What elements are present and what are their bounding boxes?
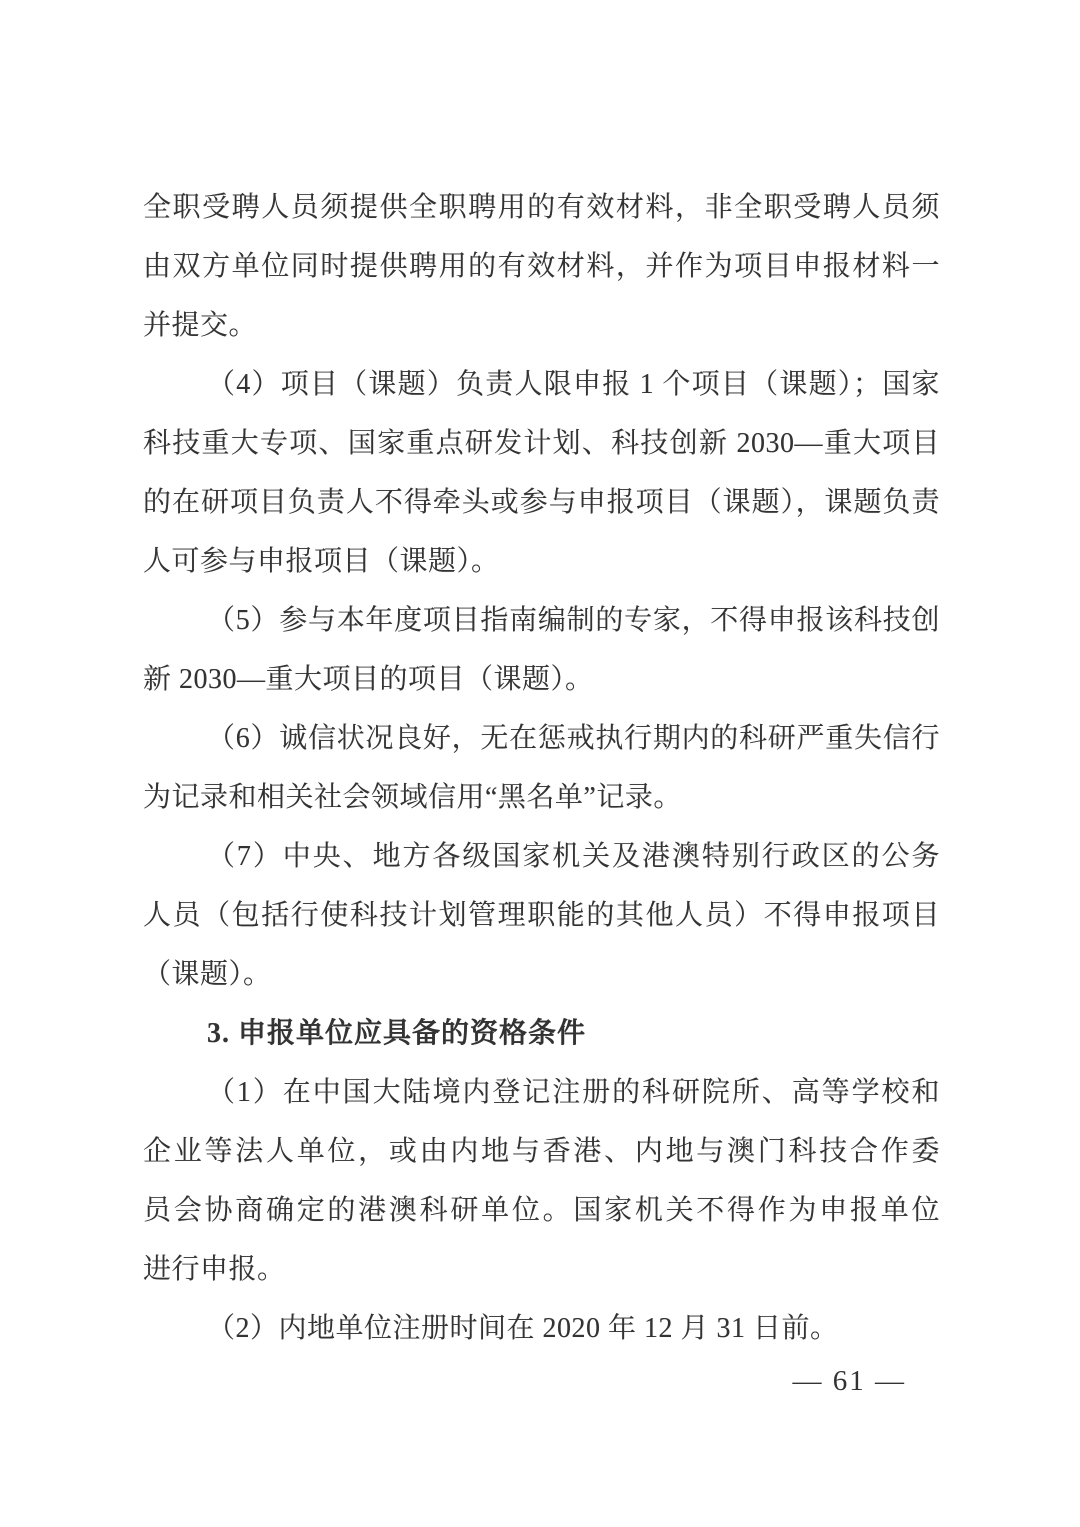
section-heading: 3. 申报单位应具备的资格条件 [207, 1018, 587, 1049]
text-line: 进行申报。 [143, 1254, 286, 1285]
text-line: 全职受聘人员须提供全职聘用的有效材料，非全职受聘人员须 [143, 192, 940, 223]
page-number: — 61 — [792, 1365, 906, 1397]
text-line: 人员（包括行使科技计划管理职能的其他人员）不得申报项目 [143, 900, 940, 931]
text-line: （7）中央、地方各级国家机关及港澳特别行政区的公务 [207, 841, 940, 872]
text-line: 人可参与申报项目（课题）。 [143, 546, 500, 577]
text-line: 新 2030—重大项目的项目（课题）。 [143, 664, 594, 695]
text-line: 员会协商确定的港澳科研单位。国家机关不得作为申报单位 [143, 1195, 940, 1226]
text-line: （1）在中国大陆境内登记注册的科研院所、高等学校和 [207, 1077, 940, 1108]
text-line: （6）诚信状况良好，无在惩戒执行期内的科研严重失信行 [207, 723, 940, 754]
text-line: 企业等法人单位，或由内地与香港、内地与澳门科技合作委 [143, 1136, 940, 1167]
document-body [143, 178, 940, 1358]
text-line: （2）内地单位注册时间在 2020 年 12 月 31 日前。 [207, 1313, 839, 1344]
text-line: （4）项目（课题）负责人限申报 1 个项目（课题）；国家 [207, 369, 940, 400]
text-line: 由双方单位同时提供聘用的有效材料，并作为项目申报材料一 [143, 251, 940, 282]
text-line: （5）参与本年度项目指南编制的专家，不得申报该科技创 [207, 605, 940, 636]
text-line: 科技重大专项、国家重点研发计划、科技创新 2030—重大项目 [143, 428, 940, 459]
text-line: 并提交。 [143, 310, 258, 341]
text-line: 的在研项目负责人不得牵头或参与申报项目（课题），课题负责 [143, 487, 940, 518]
text-line: 为记录和相关社会领域信用“黑名单”记录。 [143, 782, 682, 813]
text-line: （课题）。 [143, 959, 272, 990]
